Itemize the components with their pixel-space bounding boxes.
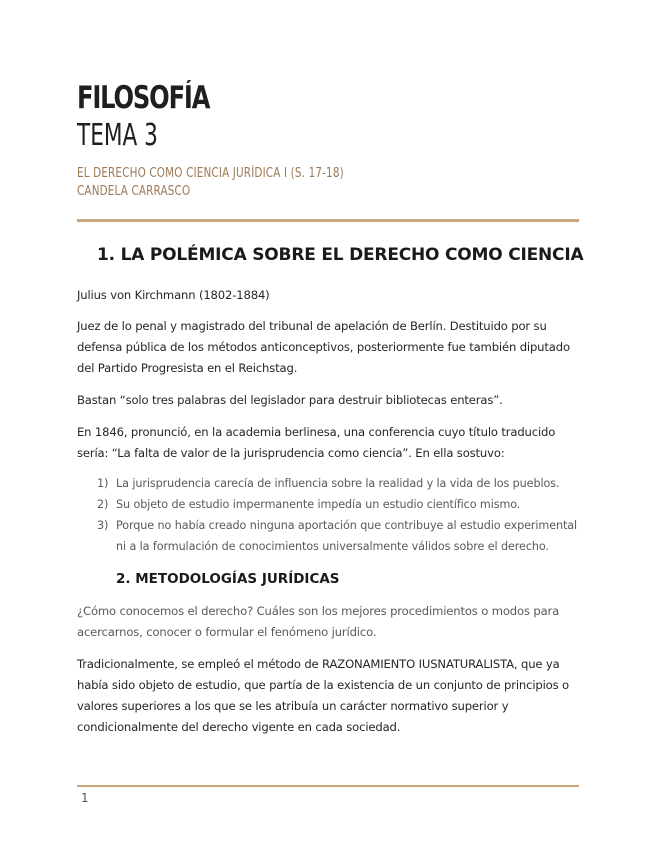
list-item-number: 1) [97,477,109,490]
page-number: 1 [81,791,89,805]
list-item [97,494,577,515]
section-1-list [97,473,577,557]
section-2-paragraph-2: Tradicionalmente, se empleó el método de RAZONAMIENTO IUSNATURALISTA, que ya había sido objeto de estudio, que partía de la existencia de un conjunto de principios o valores superiores a los que se les atribuía un carácter normativo superior y condicionalmente del derecho vigente en cada sociedad. [77,657,569,734]
footer-divider [77,785,579,787]
list-item [97,515,577,557]
section-1-heading: 1. LA POLÉMICA SOBRE EL DERECHO COMO CIENCIA [97,245,584,265]
section-1-paragraph-3: Bastan “solo tres palabras del legislador para destruir bibliotecas enteras”. [77,393,503,407]
list-item-text: Su objeto de estudio impermanente impedía un estudio científico mismo. [116,498,521,511]
list-item-text: La jurisprudencia carecía de influencia sobre la realidad y la vida de los pueblos. [116,477,560,490]
section-2-paragraph-1: ¿Cómo conocemos el derecho? Cuáles son los mejores procedimientos o modos para acercarnos, conocer o formular el fenómeno jurídico. [77,604,560,639]
document-title: FILOSOFÍA [77,80,210,116]
document-topic: EL DERECHO COMO CIENCIA JURÍDICA I (S. 17-18) [77,166,344,181]
list-item-number: 2) [97,498,109,511]
section-1-paragraph-4: En 1846, pronunció, en la academia berlinesa, una conferencia cuyo título traducido sería: “La falta de valor de la jurisprudencia como ciencia”. En ella sostuvo: [77,425,556,460]
header-divider [77,219,579,222]
list-item [97,473,577,494]
section-2-heading: 2. METODOLOGÍAS JURÍDICAS [116,571,340,587]
document-author: CANDELA CARRASCO [77,184,191,199]
list-item-number: 3) [97,519,109,532]
document-subtitle: TEMA 3 [77,118,158,153]
section-1-paragraph-2: Juez de lo penal y magistrado del tribunal de apelación de Berlín. Destituido por su defensa pública de los métodos anticonceptivos, posteriormente fue también diputado del Partido Progresista en el Reichstag. [77,319,570,375]
list-item-text: Porque no había creado ninguna aportación que contribuye al estudio experimental ni a la formulación de conocimientos universalmente válidos sobre el derecho. [116,519,578,553]
section-1-paragraph-1: Julius von Kirchmann (1802-1884) [77,288,270,302]
